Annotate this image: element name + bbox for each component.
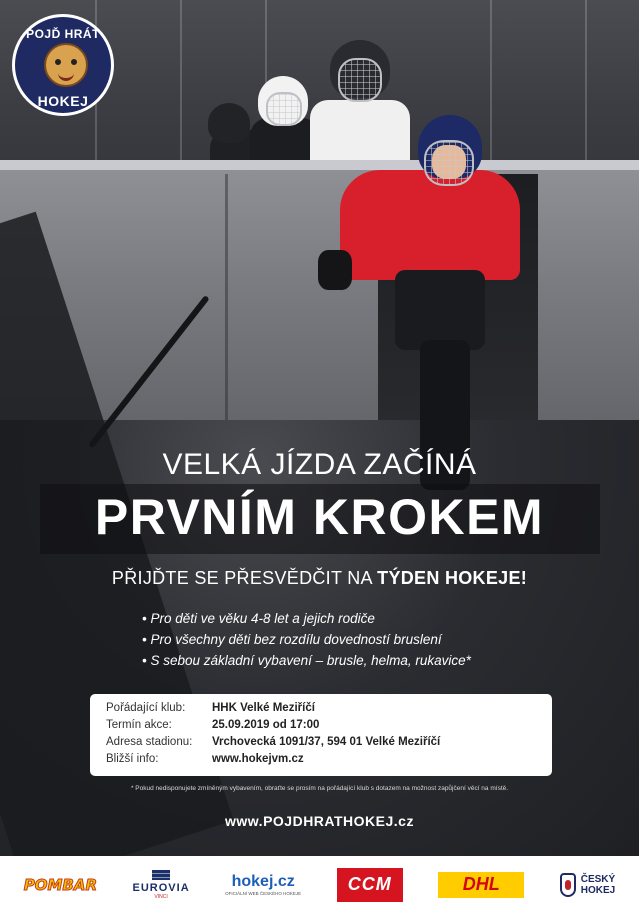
- info-row: [106, 751, 552, 768]
- list-item: • Pro všechny děti bez rozdílu dovedností bruslení: [142, 629, 602, 650]
- board-seam: [225, 174, 228, 444]
- pombar-logo: [24, 865, 97, 905]
- sponsor-bar: [0, 856, 639, 913]
- cesky-line2: HOKEJ: [580, 884, 616, 896]
- glass-divider: [180, 0, 182, 175]
- cesky-line1: ČESKÝ: [580, 873, 616, 885]
- dhl-text: DHL: [438, 872, 524, 898]
- logo-top-text: POJĎ HRÁT: [26, 27, 100, 41]
- hokej-cz-sub-text: OFICIÁLNÍ WEB ČESKÉHO HOKEJE: [225, 891, 302, 896]
- info-label: Bližší info:: [106, 753, 159, 765]
- glass-divider: [585, 0, 587, 175]
- eurovia-text: EUROVIA: [132, 881, 190, 894]
- list-item: • Pro děti ve věku 4-8 let a jejich rodiče: [142, 608, 602, 629]
- hokej-cz-logo: [225, 865, 301, 905]
- info-value: 25.09.2019 od 17:00: [212, 719, 320, 731]
- info-label: Adresa stadionu:: [106, 736, 193, 748]
- ccm-text: CCM: [337, 868, 403, 902]
- invite-prefix: PŘIJĎTE SE PŘESVĚDČIT NA: [111, 568, 378, 588]
- lion-mascot-icon: [44, 43, 88, 87]
- pojd-hrat-hokej-logo: [12, 14, 114, 116]
- info-value: Vrchovecká 1091/37, 594 01 Velké Meziříčí: [212, 736, 441, 748]
- dhl-logo: [438, 865, 524, 905]
- eurovia-sub-text: VINCI: [154, 893, 168, 900]
- info-row: [106, 700, 552, 717]
- eurovia-mark-icon: [152, 870, 170, 880]
- headline-invite: [0, 568, 639, 589]
- list-item: • S sebou základní vybavení – brusle, helma, rukavice*: [142, 650, 602, 671]
- pombar-text: POMBAR: [23, 875, 98, 894]
- ccm-logo: [337, 865, 403, 905]
- headline-main: PRVNÍM KROKEM: [94, 489, 545, 545]
- info-value[interactable]: www.hokejvm.cz: [212, 753, 304, 765]
- equipment-footnote: * Pokud nedisponujete zmíněným vybavením, obraťte se prosím na pořádající klub s dotazem na možnost zapůjčení věcí na místě.: [130, 785, 509, 792]
- lion-crest-icon: [560, 873, 576, 897]
- feature-list: [142, 608, 602, 671]
- glass-divider: [490, 0, 492, 175]
- cesky-hokej-logo: [560, 865, 615, 905]
- info-row: [106, 717, 552, 734]
- headline-sub: VELKÁ JÍZDA ZAČÍNÁ: [162, 448, 477, 481]
- hokej-cz-text: hokej.cz: [231, 873, 295, 890]
- info-label: Pořádající klub:: [106, 702, 186, 714]
- event-info-box: [90, 694, 552, 776]
- info-value: HHK Velké Meziříčí: [212, 702, 315, 714]
- info-row: [106, 734, 552, 751]
- website-link[interactable]: www.POJDHRATHOKEJ.cz: [225, 813, 414, 829]
- info-label: Termín akce:: [106, 719, 172, 731]
- logo-bottom-text: HOKEJ: [37, 93, 89, 109]
- invite-highlight: TÝDEN HOKEJE!: [377, 568, 528, 588]
- eurovia-logo: [133, 865, 190, 905]
